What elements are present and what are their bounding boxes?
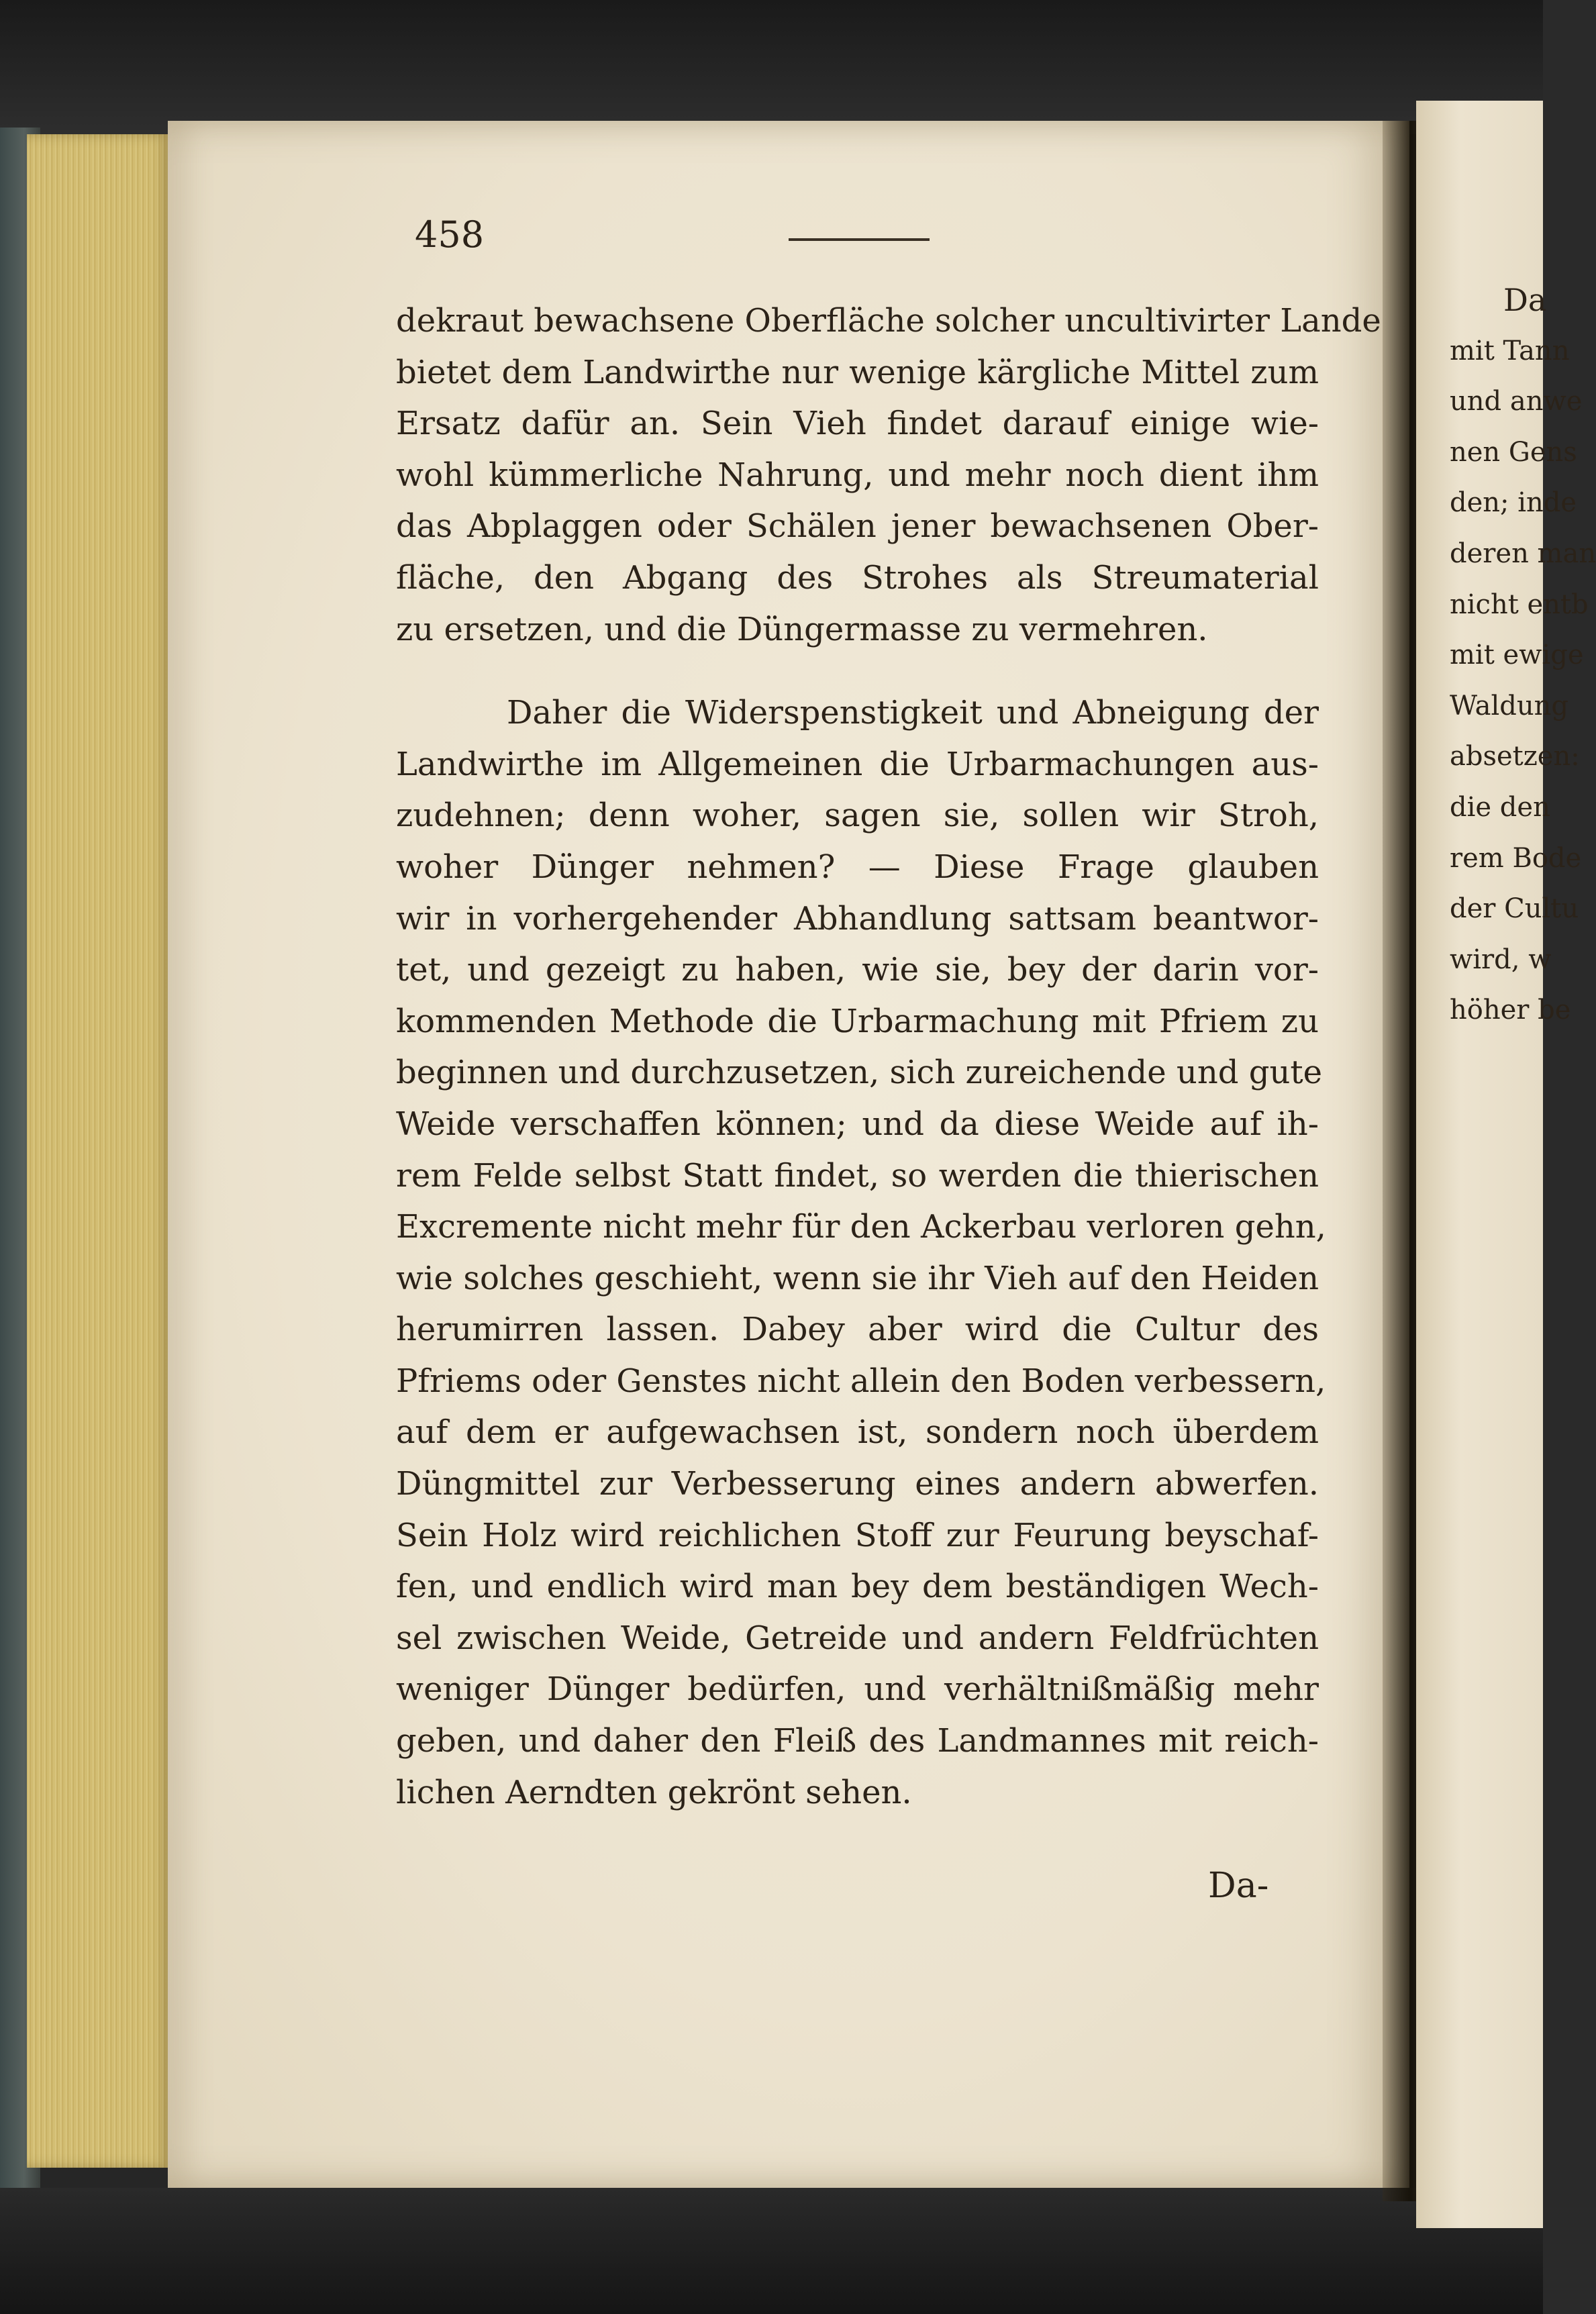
text-line: Düngmittel zur Verbesserung eines andern abwerfen. bbox=[396, 1465, 1319, 1503]
text-line: Landwirthe im Allgemeinen die Urbarmachungen aus- bbox=[396, 745, 1319, 783]
backdrop-bottom bbox=[0, 2188, 1543, 2314]
text-line: Pfriems oder Genstes nicht allein den Boden verbessern, bbox=[396, 1362, 1326, 1400]
text-line: Weide verschaffen können; und da diese Weide auf ih- bbox=[396, 1105, 1319, 1143]
text-line: beginnen und durchzusetzen, sich zureichende und gute bbox=[396, 1054, 1323, 1092]
text-line: lichen Aerndten gekrönt sehen. bbox=[396, 1773, 912, 1811]
backdrop-top bbox=[0, 0, 1543, 134]
text-line: Sein Holz wird reichlichen Stoff zur Feurung beyschaf- bbox=[396, 1516, 1319, 1554]
right-page-fragment: absetzen: bbox=[1450, 741, 1580, 772]
text-line: rem Felde selbst Statt findet, so werden die thierischen bbox=[396, 1156, 1319, 1195]
text-line: fen, und endlich wird man bey dem beständigen Wech- bbox=[396, 1568, 1319, 1606]
header-rule bbox=[789, 238, 930, 241]
text-line: auf dem er aufgewachsen ist, sondern noch überdem bbox=[396, 1413, 1319, 1452]
right-page-fragment: mit ewige bbox=[1450, 640, 1584, 671]
text-line: das Abplaggen oder Schälen jener bewachsenen Ober- bbox=[396, 507, 1319, 546]
text-line: wir in vorhergehender Abhandlung sattsam beantwor- bbox=[396, 899, 1319, 938]
page-edges bbox=[27, 134, 171, 2168]
text-line: woher Dünger nehmen? — Diese Frage glauben bbox=[396, 848, 1319, 886]
right-page-fragment: mit Tann bbox=[1450, 335, 1570, 366]
right-page-fragment: höher be bbox=[1450, 995, 1571, 1026]
text-line: herumirren lassen. Dabey aber wird die Cultur des bbox=[396, 1311, 1319, 1349]
right-page-fragment: rem Bode bbox=[1450, 842, 1582, 874]
text-line: dekraut bewachsene Oberfläche solcher uncultivirter Lande bbox=[396, 302, 1381, 340]
text-line: kommenden Methode die Urbarmachung mit Pfriem zu bbox=[396, 1002, 1319, 1040]
right-page-fragment: Waldung bbox=[1450, 690, 1569, 721]
right-page-text bbox=[1450, 275, 1596, 1036]
text-line: wohl kümmerliche Nahrung, und mehr noch dient ihm bbox=[396, 456, 1319, 494]
body-text bbox=[396, 295, 1381, 1818]
right-page-fragment: wird, w bbox=[1450, 944, 1552, 975]
right-page-fragment: die den bbox=[1450, 791, 1550, 823]
text-line: sel zwischen Weide, Getreide und andern Feldfrüchten bbox=[396, 1619, 1319, 1657]
text-line: zudehnen; denn woher, sagen sie, sollen wir Stroh, bbox=[396, 797, 1319, 835]
text-line: fläche, den Abgang des Strohes als Streumaterial bbox=[396, 558, 1319, 597]
text-line: zu ersetzen, und die Düngermasse zu vermehren. bbox=[396, 610, 1208, 648]
text-line: Daher die Widerspenstigkeit und Abneigung der bbox=[507, 694, 1319, 732]
paragraph-gap bbox=[396, 655, 1319, 687]
right-page-fragment: Da bbox=[1503, 282, 1547, 318]
text-line: tet, und gezeigt zu haben, wie sie, bey der darin vor- bbox=[396, 951, 1319, 989]
right-page-fragment: nen Gens bbox=[1450, 436, 1577, 468]
text-line: weniger Dünger bedürfen, und verhältnißmäßig mehr bbox=[396, 1670, 1319, 1709]
page-number: 458 bbox=[415, 213, 485, 256]
right-page-fragment: deren man bbox=[1450, 538, 1596, 569]
text-line: bietet dem Landwirthe nur wenige kärgliche Mittel zum bbox=[396, 353, 1319, 391]
catchword: Da- bbox=[1208, 1866, 1269, 1906]
right-page-fragment: den; inde bbox=[1450, 487, 1577, 519]
text-line: Ersatz dafür an. Sein Vieh findet darauf einige wie- bbox=[396, 405, 1319, 443]
right-page-fragment: und anwe bbox=[1450, 386, 1583, 417]
text-line: geben, und daher den Fleiß des Landmannes mit reich- bbox=[396, 1722, 1319, 1760]
text-line: Excremente nicht mehr für den Ackerbau verloren gehn, bbox=[396, 1208, 1326, 1246]
text-line: wie solches geschieht, wenn sie ihr Vieh auf den Heiden bbox=[396, 1259, 1319, 1297]
right-page-fragment: der Cultu bbox=[1450, 893, 1579, 925]
right-page-fragment: nicht entb bbox=[1450, 589, 1589, 620]
